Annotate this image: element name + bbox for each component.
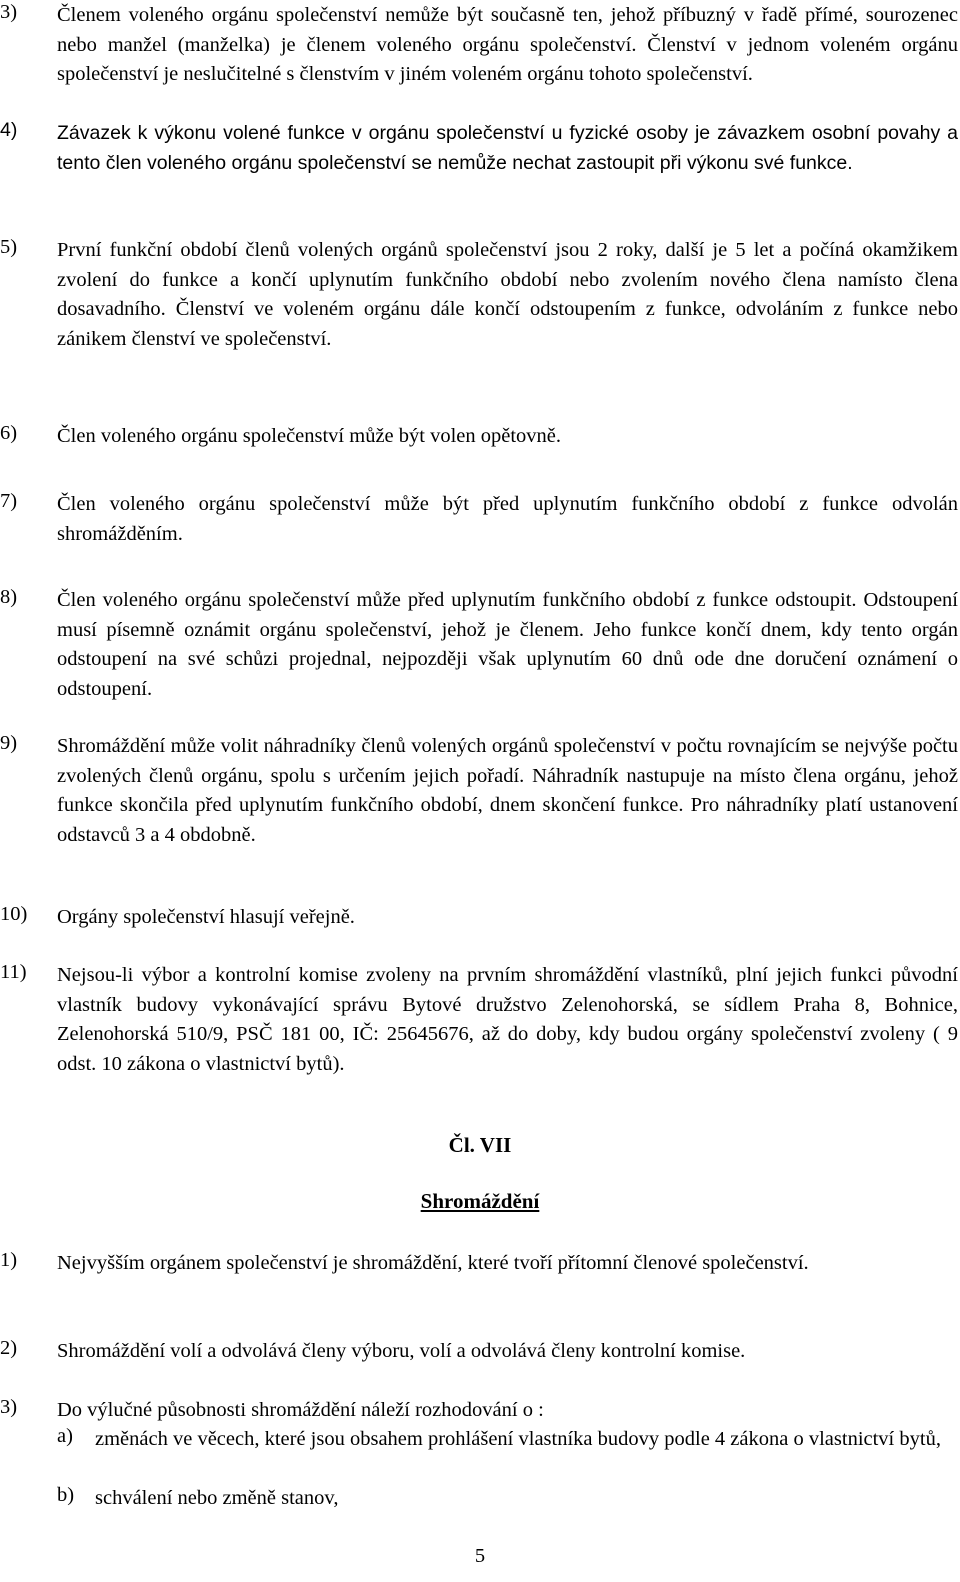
page-number: 5 (474, 1545, 486, 1567)
paragraph-8 (0, 586, 958, 704)
paragraph-number: 11) (0, 961, 27, 983)
sub-item-letter: b) (57, 1484, 75, 1506)
paragraph-text: První funkční období členů volených orgánů společenství jsou 2 roky, další je 5 let a počíná okamžikem zvolení do funkce a končí uplynutím funkčního období nebo zvolením nového člena namísto člena dosavadního. Členství ve voleném orgánu dále končí odstoupením z funkce, odvoláním z funkce nebo zánikem členství ve společenství. (57, 239, 958, 350)
article-number: Čl. VII (448, 1133, 512, 1157)
paragraph-number: 4) (0, 119, 18, 141)
sub-item-b (57, 1484, 958, 1514)
article-paragraph-3 (0, 1396, 958, 1426)
paragraph-text: Shromáždění může volit náhradníky členů volených orgánů společenství v počtu rovnajícím se nejvýše počtu zvolených členů orgánu, spolu s určením jejich pořadí. Náhradník nastupuje na místo člena orgánu, jehož funkce skončila před uplynutím funkčního období, dnem skončení funkce. Pro náhradníky platí ustanovení odstavců 3 a 4 obdobně. (57, 735, 958, 846)
paragraph-11 (0, 961, 958, 1079)
paragraph-number: 1) (0, 1249, 18, 1271)
article-paragraph-1 (0, 1249, 958, 1279)
paragraph-number: 8) (0, 586, 18, 608)
paragraph-text: Závazek k výkonu volené funkce v orgánu společenství u fyzické osoby je závazkem osobní povahy a tento člen voleného orgánu společenství se nemůže nechat zastoupit při výkonu své funkce. (57, 122, 958, 174)
sub-item-a (57, 1425, 958, 1455)
sub-item-text: schválení nebo změně stanov, (95, 1487, 339, 1509)
article-paragraph-2 (0, 1337, 958, 1367)
paragraph-text: Člen voleného orgánu společenství může být volen opětovně. (57, 425, 562, 447)
paragraph-text: Shromáždění volí a odvolává členy výboru, volí a odvolává členy kontrolní komise. (57, 1340, 746, 1362)
paragraph-7 (0, 490, 958, 549)
paragraph-text: Člen voleného orgánu společenství může být před uplynutím funkčního období z funkce odvolán shromážděním. (57, 493, 958, 545)
paragraph-9 (0, 732, 958, 850)
paragraph-4 (0, 119, 958, 178)
paragraph-text: Člen voleného orgánu společenství může před uplynutím funkčního období z funkce odstoupit. Odstoupení musí písemně oznámit orgánu společenství, jehož je členem. Jeho funkce končí dnem, kdy tento orgán odstoupení na své schůzi projednal, nejpozději však uplynutím 60 dnů ode dne doručení oznámení o odstoupení. (57, 589, 958, 700)
paragraph-text: Členem voleného orgánu společenství nemůže být současně ten, jehož příbuzný v řadě přímé, sourozenec nebo manžel (manželka) je členem voleného orgánu společenství. Členství v jednom voleném orgánu společenství je neslučitelné s členstvím v jiném voleném orgánu tohoto společenství. (57, 4, 958, 85)
paragraph-number: 9) (0, 732, 18, 754)
paragraph-text: Orgány společenství hlasují veřejně. (57, 906, 355, 928)
sub-item-text: změnách ve věcech, které jsou obsahem prohlášení vlastníka budovy podle 4 zákona o vlastnictví bytů, (95, 1428, 941, 1450)
paragraph-number: 3) (0, 1396, 18, 1418)
sub-item-letter: a) (57, 1425, 73, 1447)
paragraph-3 (0, 1, 958, 90)
paragraph-number: 3) (0, 1, 18, 23)
paragraph-number: 10) (0, 903, 28, 925)
paragraph-text: Nejvyšším orgánem společenství je shromáždění, které tvoří přítomní členové společenství. (57, 1252, 809, 1274)
paragraph-text: Nejsou-li výbor a kontrolní komise zvoleny na prvním shromáždění vlastníků, plní jejich funkci původní vlastník budovy vykonávající správu Bytové družstvo Zelenohorská, se sídlem Praha 8, Bohnice, Zelenohorská 510/9, PSČ 181 00, IČ: 25645676, až do doby, kdy budou orgány společenství zvoleny ( 9 odst. 10 zákona o vlastnictví bytů). (57, 964, 958, 1075)
paragraph-10 (0, 903, 958, 933)
article-title: Shromáždění (420, 1189, 540, 1213)
paragraph-number: 2) (0, 1337, 18, 1359)
paragraph-number: 7) (0, 490, 18, 512)
paragraph-number: 5) (0, 236, 18, 258)
paragraph-5 (0, 236, 958, 354)
paragraph-6 (0, 422, 958, 452)
paragraph-number: 6) (0, 422, 18, 444)
paragraph-text: Do výlučné působnosti shromáždění náleží rozhodování o : (57, 1399, 544, 1421)
